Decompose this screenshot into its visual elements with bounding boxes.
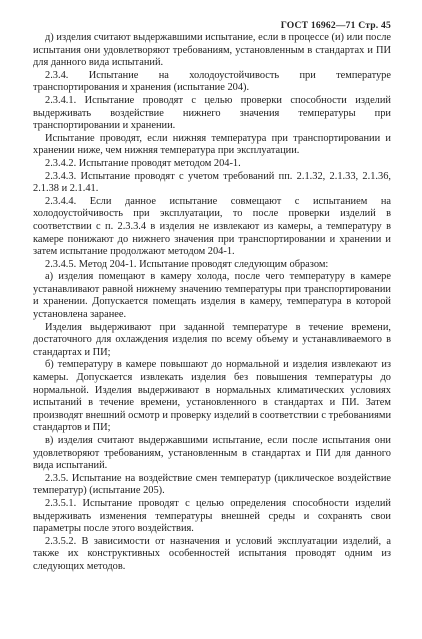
paragraph: Испытание проводят, если нижняя температура при транспортировании и хранении ниже, чем нижняя температура при эксплуатации. [33, 132, 391, 157]
paragraph: 2.3.5.2. В зависимости от назначения и условий эксплуатации изделий, а также их конструктивных особенностей испытания проводят одним из следующих методов. [33, 535, 391, 572]
paragraph: Изделия выдерживают при заданной температуре в течение времени, достаточного для охлаждения изделия по всему объему и устанавливаемого в стандартах и ПИ; [33, 321, 391, 358]
running-head: ГОСТ 16962—71 Стр. 45 [280, 20, 391, 31]
paragraph: 2.3.4.5. Метод 204-1. Испытание проводят следующим образом: [45, 258, 329, 270]
paragraph: 2.3.4.1. Испытание проводят с целью проверки способности изделий выдерживать воздействие нижнего значения температуры при транспортировании и хранении. [33, 94, 391, 132]
paragraph: 2.3.4.2. Испытание проводят методом 204-1. [45, 157, 241, 169]
body-text [33, 32, 391, 574]
paragraph: 2.3.4.3. Испытание проводят с учетом требований пп. 2.1.32, 2.1.33, 2.1.36, 2.1.38 и 2.1.41. [33, 170, 391, 195]
paragraph: д) изделия считают выдержавшими испытание, если в процессе (и) или после испытания они удовлетворяют требованиям, установленным в стандартах и ПИ для данного вида испытаний. [33, 32, 391, 69]
paragraph: а) изделия помещают в камеру холода, после чего температуру в камере устанавливают равной нижнему значению температуры при транспортировании и хранении. Допускается помещать изделия в камеру, температура в которой установлена заранее. [33, 271, 391, 321]
paragraph: 2.3.5. Испытание на воздействие смен температур (циклическое воздействие температур) (испытание 205). [33, 472, 391, 497]
paragraph: 2.3.5.1. Испытание проводят с целью определения способности изделий выдерживать изменения температуры внешней среды и сохранять свои параметры после этого воздействия. [33, 497, 391, 535]
paragraph: в) изделия считают выдержавшими испытание, если после испытания они удовлетворяют требованиям, установленным в стандартах и ПИ для данного вида испытаний. [33, 435, 391, 472]
paragraph: 2.3.4.4. Если данное испытание совмещают с испытанием на холодоустойчивость при эксплуатации, то после проверки изделий в соответствии с п. 2.3.3.4 в изделия не извлекают из камеры, а температуру в камере понижают до нижнего значения при транспортировании и хранении и затем испытание продолжают методом 204-1. [33, 195, 391, 258]
paragraph: 2.3.4. Испытание на холодоустойчивость при температуре транспортирования и хранения (испытание 204). [33, 69, 391, 94]
paragraph: б) температуру в камере повышают до нормальной и изделия извлекают из камеры. Допускается извлекать изделия без повышения температуры до нормальной. Изделия выдерживают в нормальных климатических условиях испытаний в течение времени, установленного в стандартах и ПИ. Затем производят внешний осмотр и проверку изделий в соответствии с требованиями стандартов и ПИ; [33, 359, 391, 434]
